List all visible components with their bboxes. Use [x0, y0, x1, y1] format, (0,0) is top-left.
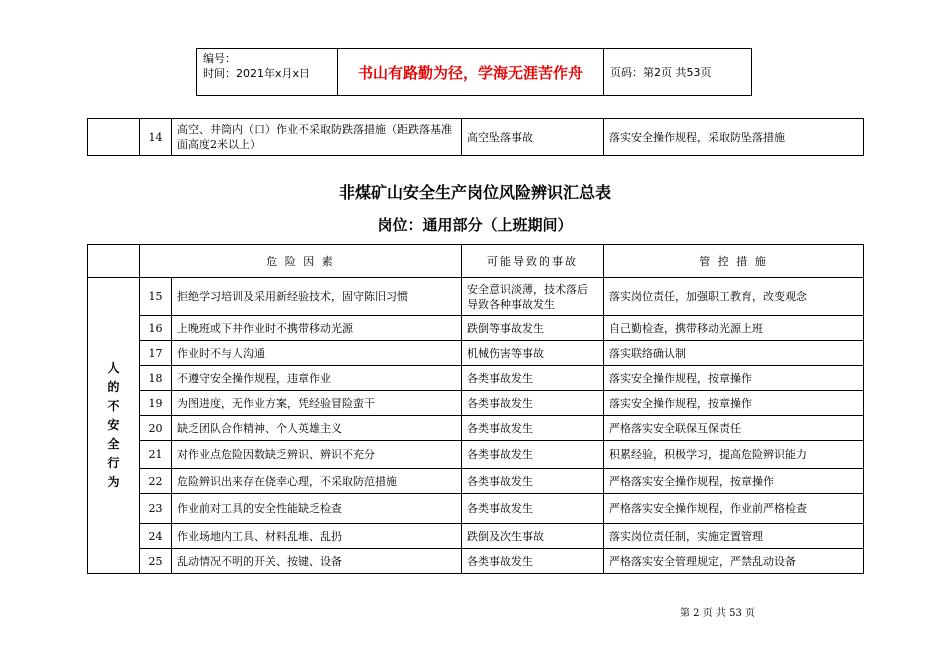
- risk-factor: 对作业点危险因数缺乏辨识、辨识不充分: [172, 441, 462, 469]
- category-cell: [88, 119, 140, 156]
- category-char: 的: [107, 380, 120, 394]
- risk-factor: 高空、井筒内（口）作业不采取防跌落措施（距跌落基准面高度2米以上）: [172, 119, 462, 156]
- table-row: [88, 524, 864, 549]
- possible-accident: 跌倒等事故发生: [462, 316, 604, 341]
- risk-factor: 作业前对工具的安全性能缺乏检查: [172, 494, 462, 524]
- risk-factor: 作业场地内工具、材料乱堆、乱扔: [172, 524, 462, 549]
- category-char: 全: [107, 437, 120, 451]
- risk-factor: 拒绝学习培训及采用新经验技术，固守陈旧习惯: [172, 278, 462, 316]
- number-label: 编号：: [203, 52, 236, 65]
- header-meta: [197, 49, 338, 95]
- possible-accident: 机械伤害等事故: [462, 341, 604, 366]
- row-number: 25: [140, 549, 172, 574]
- possible-accident: 各类事故发生: [462, 549, 604, 574]
- time-label: 时间：2021年x月x日: [203, 67, 311, 80]
- page-title: 非煤矿山安全生产岗位风险辨识汇总表: [338, 183, 611, 202]
- category-char: 不: [107, 399, 120, 413]
- risk-factor: 为图进度，无作业方案，凭经验冒险蛮干: [172, 391, 462, 416]
- possible-accident: 跌倒及次生事故: [462, 524, 604, 549]
- document-header: [196, 48, 752, 96]
- header-accident: 可能导致的事故: [462, 245, 604, 278]
- control-measure: 落实安全操作规程，按章操作: [604, 391, 864, 416]
- category-char: 行: [107, 456, 120, 470]
- control-measure: 严格落实安全联保互保责任: [604, 416, 864, 441]
- control-measure: 落实联络确认制: [604, 341, 864, 366]
- page-subtitle: 岗位：通用部分（上班期间）: [377, 216, 573, 234]
- row-number: 18: [140, 366, 172, 391]
- control-measure: 落实安全操作规程，按章操作: [604, 366, 864, 391]
- table-row: [88, 441, 864, 469]
- table-row: [88, 341, 864, 366]
- table-row: [88, 278, 864, 316]
- control-measure: 严格落实安全操作规程，作业前严格检查: [604, 494, 864, 524]
- row-number: 14: [140, 119, 172, 156]
- risk-factor: 危险辨识出来存在侥幸心理，不采取防范措施: [172, 469, 462, 494]
- control-measure: 落实安全操作规程，采取防坠落措施: [604, 119, 864, 156]
- table-row: [88, 469, 864, 494]
- header-motto: 书山有路勤为径，学海无涯苦作舟: [338, 49, 604, 95]
- row-number: 15: [140, 278, 172, 316]
- table-row: [88, 391, 864, 416]
- row-number: 23: [140, 494, 172, 524]
- possible-accident: 高空坠落事故: [462, 119, 604, 156]
- row-number: 17: [140, 341, 172, 366]
- possible-accident: 各类事故发生: [462, 441, 604, 469]
- control-measure: 自己勤检查，携带移动光源上班: [604, 316, 864, 341]
- header-measure: 管 控 措 施: [604, 245, 864, 278]
- table-header-row: [88, 245, 864, 278]
- category-char: 人: [107, 361, 120, 375]
- control-measure: 严格落实安全管理规定，严禁乱动设备: [604, 549, 864, 574]
- control-measure: 落实岗位责任制，实施定置管理: [604, 524, 864, 549]
- control-measure: 积累经验，积极学习，提高危险辨识能力: [604, 441, 864, 469]
- category-char: 安: [107, 418, 120, 432]
- table-row: [88, 494, 864, 524]
- risk-factor: 上晚班或下井作业时不携带移动光源: [172, 316, 462, 341]
- table-row: [88, 119, 864, 156]
- row-number: 20: [140, 416, 172, 441]
- possible-accident: 各类事故发生: [462, 416, 604, 441]
- continued-table: [87, 118, 864, 156]
- row-number: 19: [140, 391, 172, 416]
- header-factor: 危 险 因 素: [140, 245, 462, 278]
- possible-accident: 各类事故发生: [462, 366, 604, 391]
- category-char: 为: [107, 475, 120, 489]
- possible-accident: 安全意识淡薄，技术落后导致各种事故发生: [462, 278, 604, 316]
- possible-accident: 各类事故发生: [462, 391, 604, 416]
- category-cell: [88, 278, 140, 574]
- risk-factor: 不遵守安全操作规程，违章作业: [172, 366, 462, 391]
- table-row: [88, 366, 864, 391]
- header-blank: [88, 245, 140, 278]
- row-number: 22: [140, 469, 172, 494]
- possible-accident: 各类事故发生: [462, 494, 604, 524]
- table-row: [88, 549, 864, 574]
- table-row: [88, 416, 864, 441]
- page-footer: 第 2 页 共 53 页: [680, 608, 755, 619]
- possible-accident: 各类事故发生: [462, 469, 604, 494]
- row-number: 24: [140, 524, 172, 549]
- row-number: 21: [140, 441, 172, 469]
- risk-factor: 作业时不与人沟通: [172, 341, 462, 366]
- risk-table: [87, 244, 864, 574]
- row-number: 16: [140, 316, 172, 341]
- risk-factor: 缺乏团队合作精神、个人英雄主义: [172, 416, 462, 441]
- header-page-label: 页码：第2页 共53页: [610, 66, 712, 79]
- table-row: [88, 316, 864, 341]
- risk-factor: 乱动情况不明的开关、按键、设备: [172, 549, 462, 574]
- control-measure: 严格落实安全操作规程，按章操作: [604, 469, 864, 494]
- control-measure: 落实岗位责任，加强职工教育，改变观念: [604, 278, 864, 316]
